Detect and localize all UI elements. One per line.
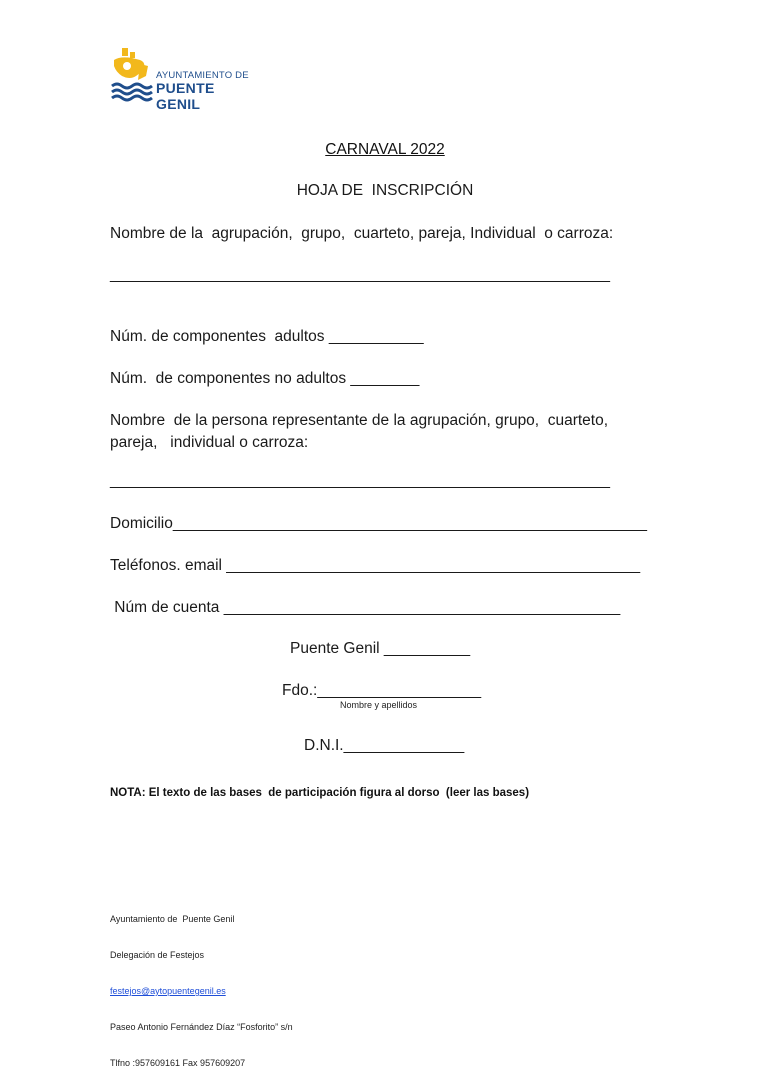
non-adults-count-field[interactable]: Núm. de componentes no adultos ________ xyxy=(110,370,420,387)
dni-field[interactable]: D.N.I.______________ xyxy=(304,737,465,754)
footer-email-link[interactable]: festejos@aytopuentegenil.es xyxy=(110,986,226,996)
document-title: CARNAVAL 2022 xyxy=(325,141,445,158)
phones-email-field[interactable]: Teléfonos. email ________________________________________________ xyxy=(110,557,641,574)
group-name-line[interactable]: __________________________________________________________ xyxy=(110,266,610,283)
signature-field[interactable]: Fdo.:___________________ xyxy=(282,682,482,699)
town-hall-logo xyxy=(110,46,260,112)
logo-line-2: PUENTE GENIL xyxy=(156,80,215,112)
footer-line-4: Paseo Antonio Fernández Díaz “Fosforito” s/n xyxy=(110,1022,293,1032)
group-name-label: Nombre de la agrupación, grupo, cuarteto, pareja, Individual o carroza: xyxy=(110,225,614,242)
address-field[interactable]: Domicilio_______________________________________________________ xyxy=(110,515,647,532)
logo-line-1: AYUNTAMIENTO DE xyxy=(156,70,249,81)
adults-count-field[interactable]: Núm. de componentes adultos ___________ xyxy=(110,328,424,345)
footer-line-5: Tlfno :957609161 Fax 957609207 xyxy=(110,1058,246,1068)
representative-label-1: Nombre de la persona representante de la agrupación, grupo, cuarteto, xyxy=(110,412,609,429)
representative-label-2: pareja, individual o carroza: xyxy=(110,434,309,451)
place-field[interactable]: Puente Genil __________ xyxy=(290,640,471,657)
representative-line[interactable]: __________________________________________________________ xyxy=(110,472,610,489)
coat-of-arms-icon xyxy=(110,46,156,102)
account-number-field[interactable]: Núm de cuenta ______________________________________________ xyxy=(110,599,621,616)
document-subtitle: HOJA DE INSCRIPCIÓN xyxy=(296,182,474,199)
footer-line-2: Delegación de Festejos xyxy=(110,950,205,960)
footer-contact xyxy=(110,889,293,1081)
note-text: NOTA: El texto de las bases de participación figura al dorso (leer las bases) xyxy=(110,787,530,799)
footer-line-1: Ayuntamiento de Puente Genil xyxy=(110,914,235,924)
signature-hint: Nombre y apellidos xyxy=(340,700,418,710)
